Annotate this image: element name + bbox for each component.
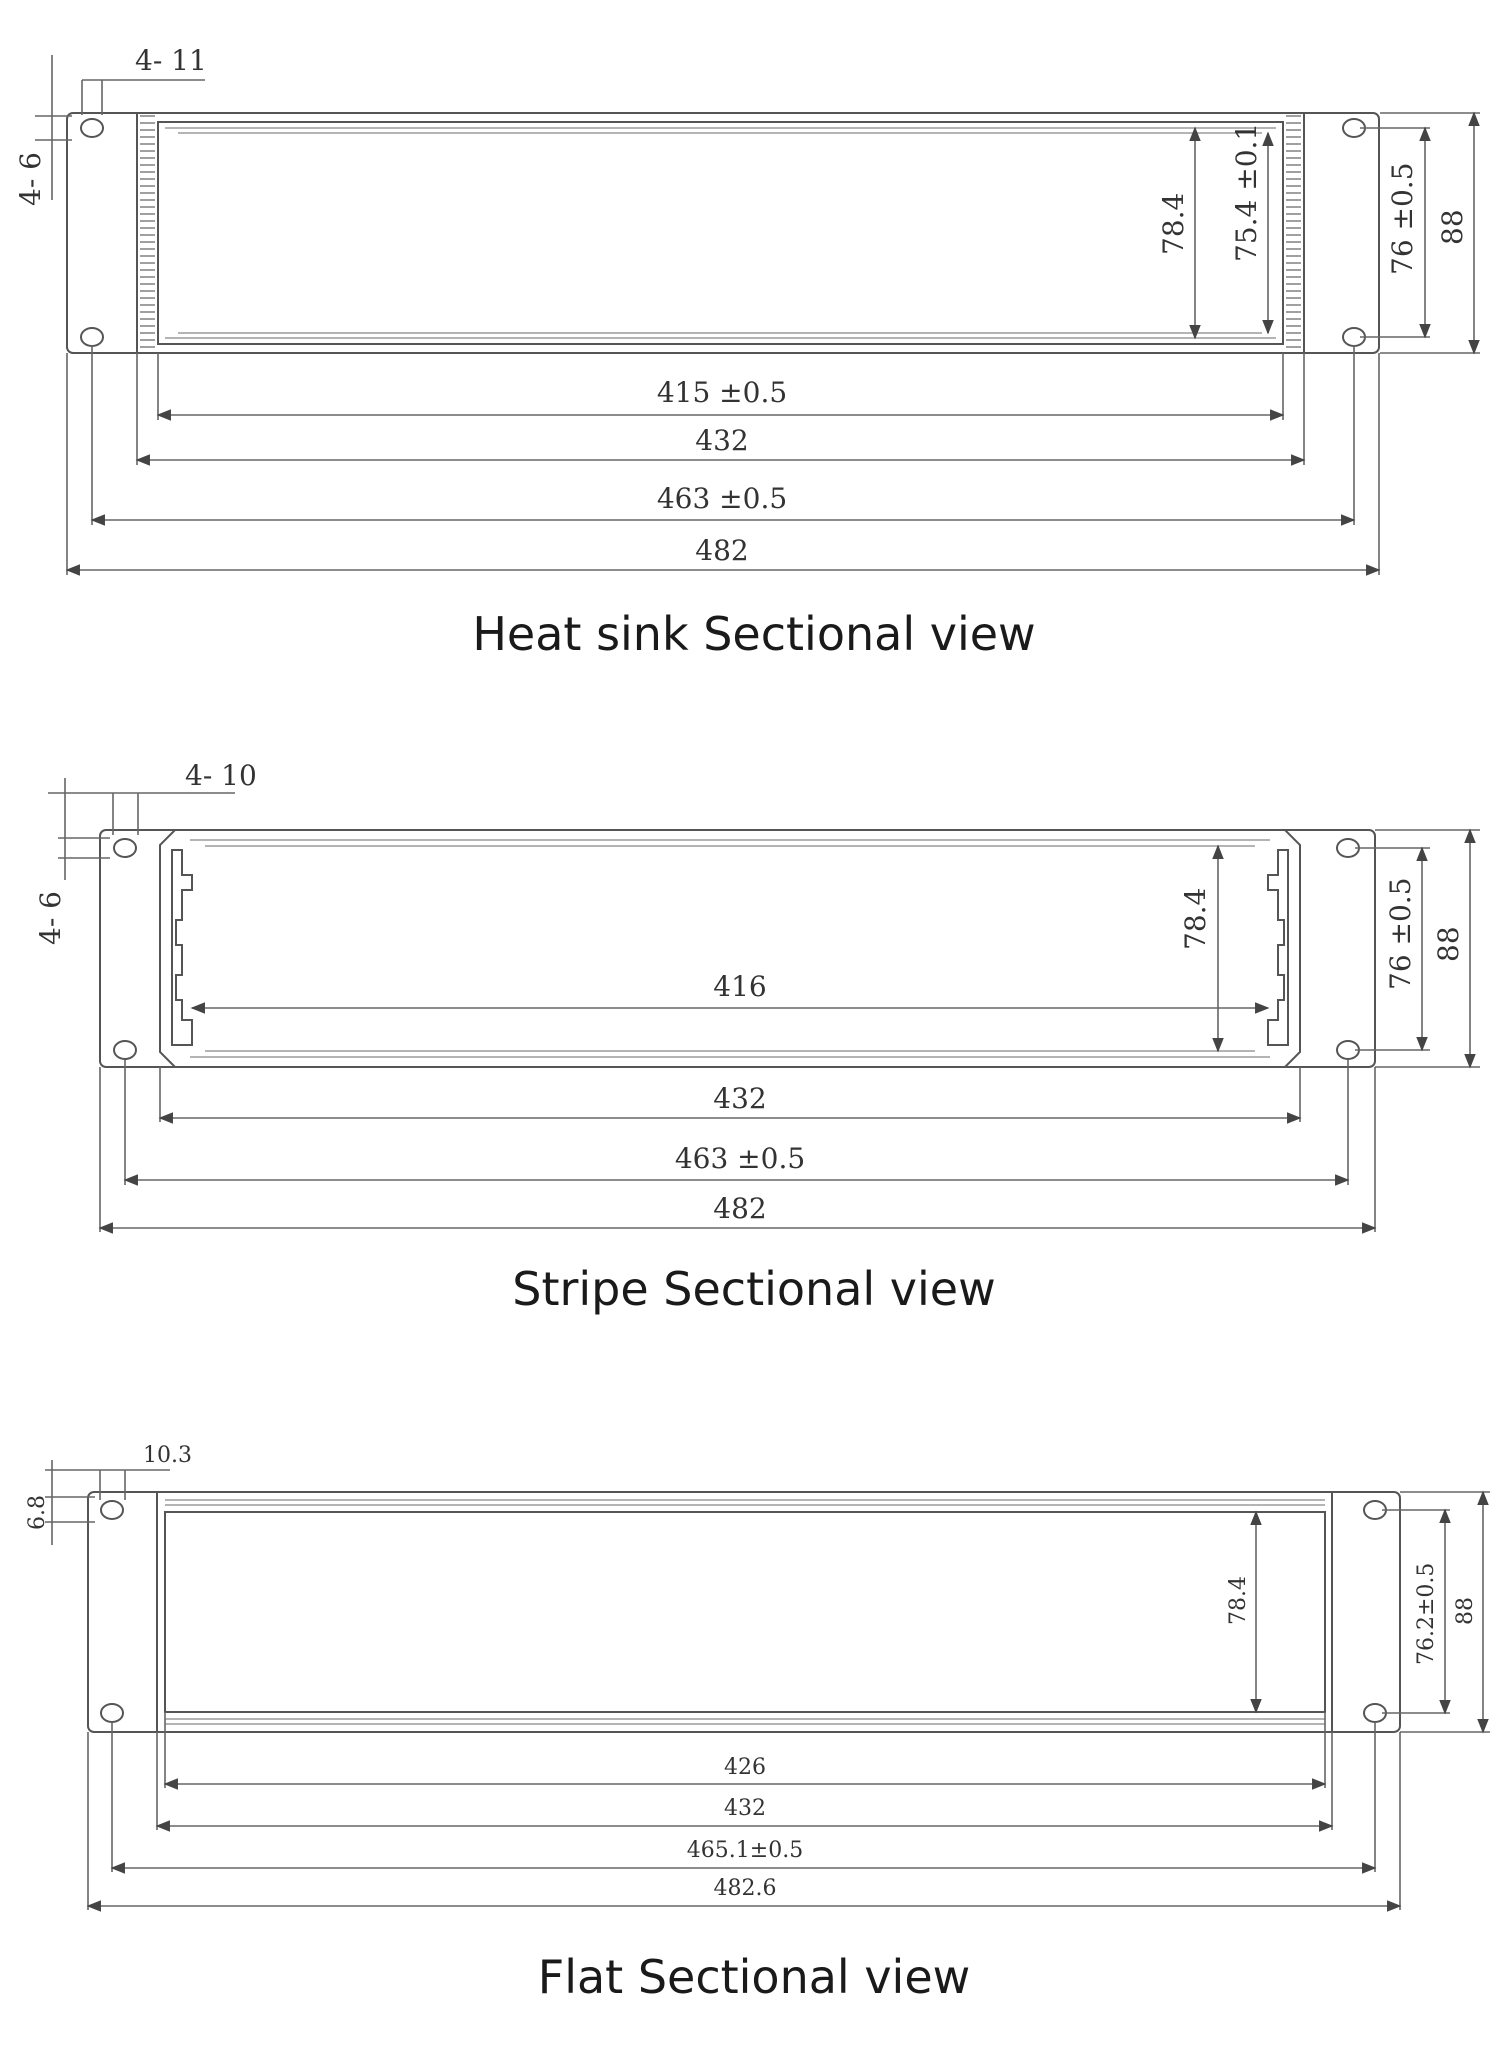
stripe-body [160, 830, 1300, 1067]
heat-sink-cavity [158, 122, 1283, 344]
inner-height-label: 78.4 [1179, 887, 1212, 950]
stripe-ribs-right [1268, 850, 1288, 1045]
hole-pitch-label: 76.2±0.5 [1414, 1562, 1439, 1665]
inner-height-label: 78.4 [1157, 192, 1190, 255]
total-height-label: 88 [1432, 926, 1465, 962]
width-dim-2: 432 [713, 1082, 767, 1115]
width-dim-1: 415 ±0.5 [656, 376, 788, 409]
hole-pitch-label: 76 ±0.5 [1386, 162, 1419, 275]
width-dim-4: 482 [695, 534, 749, 567]
mount-hole [81, 119, 103, 137]
width-dim-3: 463 ±0.5 [674, 1142, 806, 1175]
mount-hole [114, 1041, 136, 1059]
mount-hole [101, 1501, 123, 1519]
hole-diameter-label: 10.3 [143, 1443, 192, 1468]
heat-sink-fins-right [1286, 116, 1301, 347]
width-dim-3: 465.1±0.5 [686, 1838, 804, 1863]
mount-hole [101, 1704, 123, 1722]
width-dim-1: 426 [724, 1755, 766, 1780]
mount-hole [114, 839, 136, 857]
stripe-view [34, 759, 1480, 1316]
mount-hole [81, 328, 103, 346]
inner-height-label: 78.4 [1226, 1576, 1251, 1625]
stripe-ribs-left [172, 850, 192, 1045]
hole-pitch-label: 76 ±0.5 [1384, 877, 1417, 990]
width-dim-4: 482 [713, 1192, 767, 1225]
width-dim-1: 416 [713, 970, 767, 1003]
hole-height-label: 4- 6 [34, 891, 67, 945]
width-dim-2: 432 [695, 424, 749, 457]
width-dim-2: 432 [724, 1796, 766, 1821]
flat-body [157, 1492, 1332, 1732]
heat-sink-fins-left [140, 116, 155, 347]
flat-cavity [165, 1512, 1325, 1712]
flat-flange [88, 1492, 1400, 1732]
total-height-label: 88 [1453, 1597, 1478, 1625]
stripe-caption: Stripe Sectional view [512, 1262, 996, 1316]
hole-diameter-label: 4- 10 [185, 759, 257, 792]
width-dim-4: 482.6 [713, 1876, 777, 1901]
hole-height-label: 6.8 [25, 1495, 50, 1530]
flat-caption: Flat Sectional view [537, 1950, 971, 2004]
width-dim-3: 463 ±0.5 [656, 482, 788, 515]
hole-height-label: 4- 6 [14, 152, 47, 206]
flat-view [25, 1443, 1490, 2004]
heat-sink-caption: Heat sink Sectional view [472, 607, 1036, 661]
heat-sink-body [137, 113, 1304, 353]
heat-sink-view [14, 44, 1480, 661]
slot-height-label: 75.4 ±0.1 [1230, 122, 1263, 262]
total-height-label: 88 [1436, 209, 1469, 245]
hole-diameter-label: 4- 11 [135, 44, 207, 77]
